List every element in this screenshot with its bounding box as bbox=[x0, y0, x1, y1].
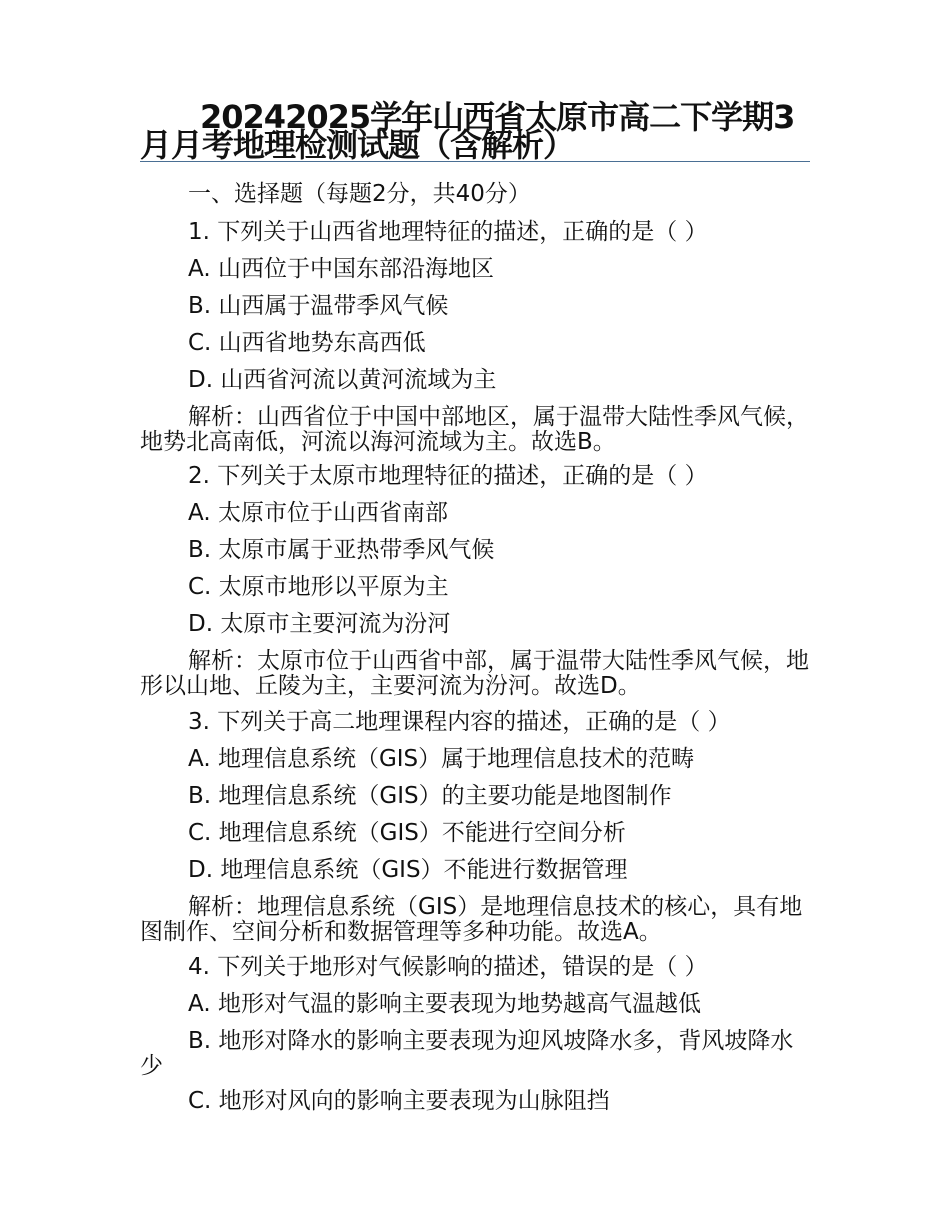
question-2-option-b: B. 太原市属于亚热带季风气候 bbox=[188, 537, 495, 563]
question-2-option-d: D. 太原市主要河流为汾河 bbox=[188, 611, 451, 637]
title-underline bbox=[140, 161, 810, 162]
question-3-analysis: 解析：地理信息系统（GIS）是地理信息技术的核心，具有地图制作、空间分析和数据管理等多种功能。故选A。 bbox=[140, 894, 803, 945]
question-3-option-d: D. 地理信息系统（GIS）不能进行数据管理 bbox=[188, 857, 628, 883]
question-1-option-c: C. 山西省地势东高西低 bbox=[188, 330, 426, 356]
question-4-stem: 4. 下列关于地形对气候影响的描述，错误的是（ ） bbox=[188, 954, 708, 980]
question-1-analysis: 解析：山西省位于中国中部地区，属于温带大陆性季风气候，地势北高南低，河流以海河流域为主。故选B。 bbox=[140, 404, 809, 455]
question-3-option-b: B. 地理信息系统（GIS）的主要功能是地图制作 bbox=[188, 783, 672, 809]
question-3-option-a: A. 地理信息系统（GIS）属于地理信息技术的范畴 bbox=[188, 746, 695, 772]
question-1-option-a: A. 山西位于中国东部沿海地区 bbox=[188, 256, 494, 282]
question-2-option-a: A. 太原市位于山西省南部 bbox=[188, 500, 448, 526]
question-2-stem: 2. 下列关于太原市地理特征的描述，正确的是（ ） bbox=[188, 463, 708, 489]
section-heading: 一、选择题（每题2分，共40分） bbox=[188, 181, 531, 207]
question-1-stem: 1. 下列关于山西省地理特征的描述，正确的是（ ） bbox=[188, 219, 708, 245]
question-4-option-a: A. 地形对气温的影响主要表现为地势越高气温越低 bbox=[188, 991, 701, 1017]
question-2-analysis: 解析：太原市位于山西省中部，属于温带大陆性季风气候，地形以山地、丘陵为主，主要河流为汾河。故选D。 bbox=[140, 648, 809, 699]
question-3-option-c: C. 地理信息系统（GIS）不能进行空间分析 bbox=[188, 820, 626, 846]
question-1-option-b: B. 山西属于温带季风气候 bbox=[188, 293, 449, 319]
question-2-option-c: C. 太原市地形以平原为主 bbox=[188, 574, 449, 600]
question-4-option-b: B. 地形对降水的影响主要表现为迎风坡降水多，背风坡降水少 bbox=[140, 1028, 794, 1079]
document-title: 20242025学年山西省太原市高二下学期3月月考地理检测试题（含解析） bbox=[140, 98, 795, 164]
question-3-stem: 3. 下列关于高二地理课程内容的描述，正确的是（ ） bbox=[188, 709, 731, 735]
question-1-option-d: D. 山西省河流以黄河流域为主 bbox=[188, 367, 497, 393]
question-4-option-c: C. 地形对风向的影响主要表现为山脉阻挡 bbox=[188, 1088, 610, 1114]
